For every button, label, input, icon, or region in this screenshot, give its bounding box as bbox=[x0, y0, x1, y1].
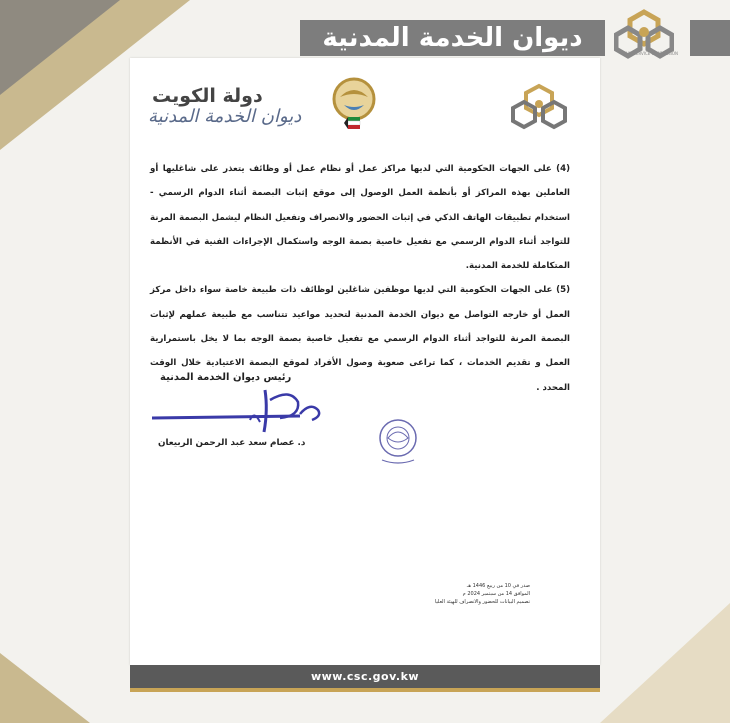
kuwait-emblem-icon bbox=[330, 75, 378, 135]
footer-url-bar bbox=[130, 665, 600, 688]
official-seal-stamp bbox=[374, 416, 422, 466]
background-accent-bottom-right bbox=[600, 603, 730, 723]
csc-letterhead-logo-icon bbox=[510, 82, 568, 134]
footer-gold-line bbox=[130, 688, 600, 692]
reference-block bbox=[434, 582, 530, 606]
background-accent-bottom-left bbox=[0, 653, 90, 723]
signatory-name: د. عصام سعد عبد الرحمن الربيعان bbox=[158, 438, 306, 448]
reference-hijri-date: صدر في 10 من ربيع 1446 هـ bbox=[466, 583, 530, 589]
letterhead-subtitle: ديوان الخدمة المدنية bbox=[148, 106, 302, 127]
reference-note: تصميم البيانات للحضور والانصراف للهيئة العليا bbox=[434, 599, 530, 605]
letter-body bbox=[150, 157, 570, 400]
footer-url-link[interactable]: www.csc.gov.kw bbox=[310, 670, 420, 683]
paragraph-item-5: (5) على الجهات الحكومية التي لديها موظفين شاغلين لوظائف ذات طبيعة خاصة سواء داخل مركز العمل أو خارجه التواصل مع ديوان الخدمة المدنية لتحديد مواعيد تتناسب مع طبيعة عملهم لإثبات البصمة المرنة للتواجد أثناء الدوام الرسمي مع تفعيل خاصية بصمة الوجه بما لا يخل باستمرارية العمل و تقديم الخدمات ، كما تراعى صعوبة وصول الأفراد لموقع البصمة الاعتيادية خلال الوقت المحدد . bbox=[150, 285, 570, 393]
paragraph-item-4: (4) على الجهات الحكومية التي لديها مراكز عمل أو نظام عمل أو وظائف يتعذر على شاغليها أو العاملين بهذه المراكز أو بأنظمة العمل الوصول إلى موقع إثبات البصمة أثناء الدوام الرسمي - استخدام تطبيقات الهاتف الذكي في إثبات الحضور والانصراف وتفعيل النظام ليشمل البصمة المرنة للتواجد أثناء الدوام الرسمي مع تفعيل خاصية بصمة الوجه واستكمال الإجراءات الفنية في الأنظمة المتكاملة للخدمة المدنية. bbox=[150, 164, 570, 272]
letterhead-title: دولة الكويت bbox=[152, 85, 263, 107]
banner-tail bbox=[690, 20, 730, 56]
handwritten-signature bbox=[150, 380, 330, 440]
signatory-title: رئيس ديوان الخدمة المدنية bbox=[160, 372, 292, 383]
reference-gregorian-date: الموافق 14 من سبتمبر 2024 م bbox=[462, 591, 530, 597]
banner-title: ديوان الخدمة المدنية bbox=[300, 20, 605, 56]
csc-logo-caption: CIVIL SERVICE COMMISSION bbox=[622, 51, 678, 56]
background-accent-top-left-dark bbox=[0, 0, 120, 95]
